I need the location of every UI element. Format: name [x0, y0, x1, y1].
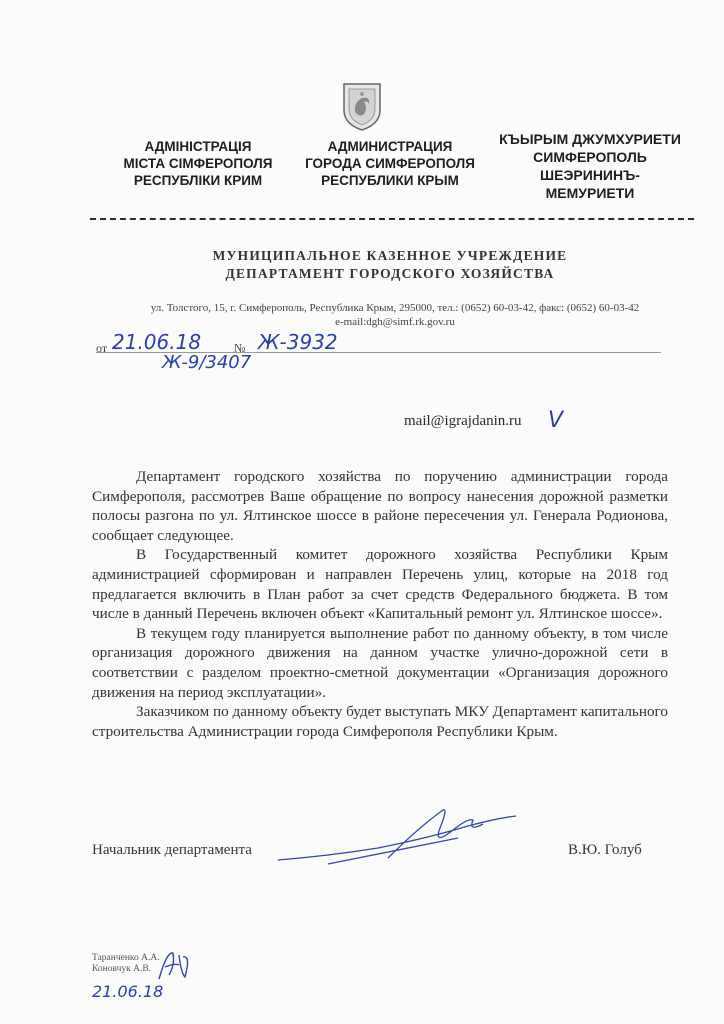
org-name-line1: МУНИЦИПАЛЬНОЕ КАЗЕННОЕ УЧРЕЖДЕНИЕ	[212, 248, 568, 263]
reg-number-handwritten: Ж-3932	[258, 330, 338, 354]
executor-date-handwritten: 21.06.18	[92, 982, 164, 1001]
header-ukrainian: АДМІНІСТРАЦІЯ МІСТА СІМФЕРОПОЛЯ РЕСПУБЛІКИ КРИМ	[123, 139, 273, 188]
paragraph-2: В Государственный комитет дорожного хозяйства Республики Крым администрацией сформирован и направлен Перечень улиц, которые на 2018 год предлагается включить в План работ за счет средств Федерального бюджета. В том числе в данный Перечень включен объект «Капитальный ремонт ул. Ялтинское шоссе».	[92, 546, 668, 623]
paragraph-1: Департамент городского хозяйства по поручению администрации города Симферополя, рассмотрев Ваше обращение по вопросу нанесения дорожной разметки полосы разгона по ул. Ялтинское шоссе в районе пересечения ул. Генерала Родионова, сообщает следующее.	[92, 468, 668, 544]
header-crimean-tatar: КЪЫРЫМ ДЖУМХУРИЕТИ СИМФЕРОПОЛЬ ШЕЭРИНИНЪ- МЕМУРИЕТИ	[499, 131, 681, 201]
reg-date-handwritten: 21.06.18	[112, 330, 202, 354]
paragraph-3: В текущем году планируется выполнение работ по данному объекту, в том числе организация дорожного движения на данном участке улично-дорожной сети в соответствии с разделом проектно-сметной документации «Организация дорожного движения на период эксплуатации».	[92, 624, 668, 701]
letter-body	[92, 467, 668, 741]
number-label: №	[234, 341, 246, 355]
paragraph-4: Заказчиком по данному объекту будет выступать МКУ Департамент капитального строительства Администрации города Симферополя Республики Крым.	[92, 703, 668, 740]
check-mark: V	[548, 408, 564, 433]
ref-number-handwritten: Ж-9/3407	[162, 352, 252, 373]
org-email: e-mail:dgh@simf.rk.gov.ru	[335, 316, 455, 328]
recipient-email: mail@igrajdanin.ru	[404, 413, 522, 429]
org-address: ул. Толстого, 15, г. Симферополь, Республика Крым, 295000, тел.: (0652) 60-03-42, факс: (0652) 60-03-42	[150, 302, 640, 314]
header-russian: АДМИНИСТРАЦИЯ ГОРОДА СИМФЕРОПОЛЯ РЕСПУБЛИКИ КРЫМ	[305, 139, 475, 188]
executor-1: Таранченко А.А.	[92, 953, 160, 963]
org-name-line2: ДЕПАРТАМЕНТ ГОРОДСКОГО ХОЗЯЙСТВА	[225, 266, 555, 281]
executor-initials-scribble	[155, 945, 195, 985]
signatory-name: В.Ю. Голуб	[568, 842, 642, 858]
registration-underline	[96, 352, 661, 353]
header-divider	[90, 218, 694, 220]
signatory-title: Начальник департамента	[92, 842, 252, 858]
from-label: от	[96, 341, 108, 355]
signature-scribble	[268, 798, 528, 878]
executor-2: Коновчук А.В.	[92, 964, 152, 974]
coat-of-arms-icon	[340, 80, 384, 132]
